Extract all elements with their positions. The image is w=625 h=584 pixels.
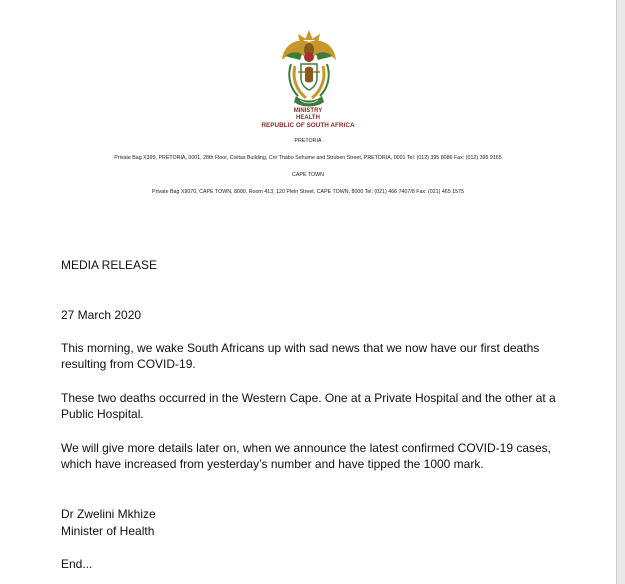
signatory-name: Dr Zwelini Mkhize: [61, 507, 156, 521]
cape-town-city-label: CAPE TOWN: [292, 172, 324, 178]
department-label: HEALTH: [296, 115, 320, 121]
pretoria-city-label: PRETORIA: [294, 138, 322, 144]
pretoria-address: Private Bag X399, PRETORIA, 0001, 28th Floor, Civitas Building, Cnr Thabo Sehume and Struben Street, PRETORIA, 0001 Tel: (012) 395 8086 Fax: (012) 395 9165: [114, 155, 502, 161]
paragraph-first-deaths: This morning, we wake South Africans up with sad news that we now have our first deaths resulting from COVID-19.: [61, 341, 540, 371]
signatory-title: Minister of Health: [61, 524, 155, 538]
south-africa-coat-of-arms-icon: [278, 26, 340, 110]
ministry-label: MINISTRY: [293, 108, 323, 114]
page-edge-divider: [616, 0, 625, 584]
closing-text: End...: [61, 557, 93, 571]
paragraph-details: We will give more details later on, when we announce the latest confirmed COVID-19 cases, which have increased from yesterday’s number and have tipped the 1000 mark.: [61, 441, 552, 471]
paragraph-western-cape: These two deaths occurred in the Western Cape. One at a Private Hospital and the other at a Public Hospital.: [61, 391, 556, 421]
media-release-heading: MEDIA RELEASE: [61, 258, 158, 272]
cape-town-address: Private Bag X9070, CAPE TOWN, 8000, Room 413, 120 Plein Street, CAPE TOWN, 8000 Tel: (021) 466 7407/8 Fax: (021) 465 1575: [152, 189, 464, 195]
country-label: REPUBLIC OF SOUTH AFRICA: [261, 122, 355, 129]
release-date: 27 March 2020: [61, 308, 142, 322]
